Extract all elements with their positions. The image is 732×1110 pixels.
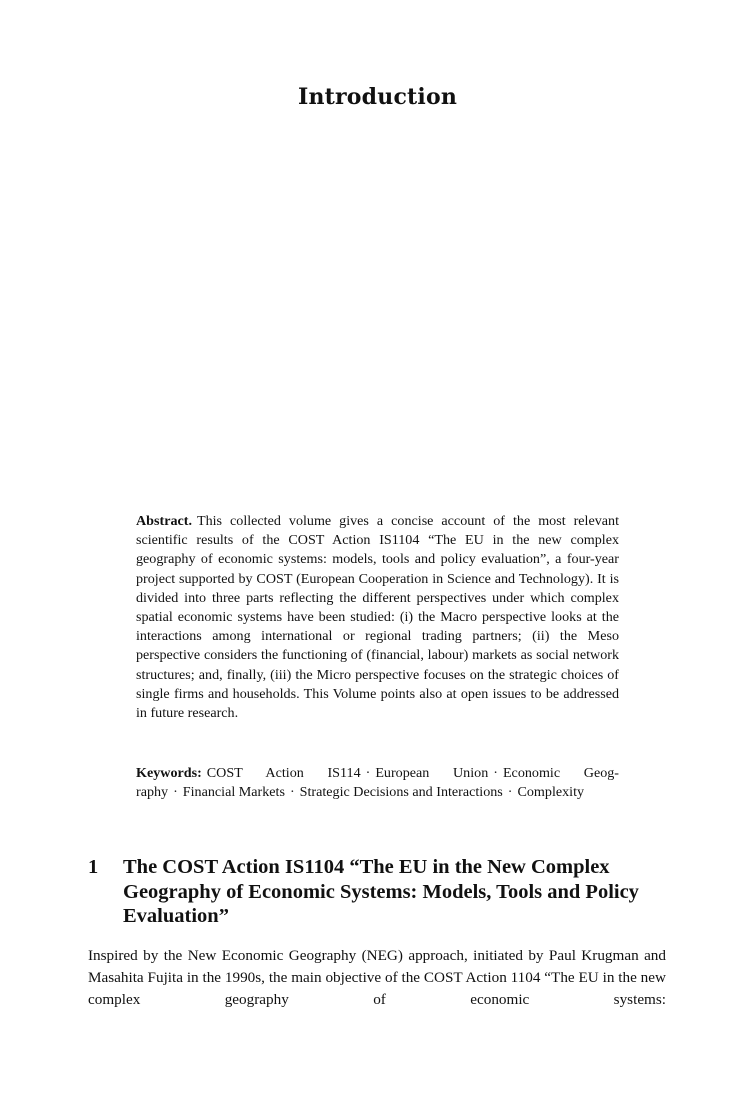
keywords [136, 764, 619, 802]
section-title: The COST Action IS1104 “The EU in the New Complex Geography of Economic Systems: Models, Tools and Policy Evaluation” [123, 856, 639, 927]
keyword-item: Economic Geography [136, 765, 619, 801]
section-heading [88, 855, 648, 929]
abstract-text: This collected volume gives a concise account of the most relevant scientific results of the COST Action IS1104 “The EU in the new complex geography of economic systems: models, tools and policy evaluation”, a four-year project supported by COST (European Cooperation in Science and Technology). It is divided into three parts reflecting the different perspectives under which complex spatial economic systems have been studied: (i) the Macro perspective looks at the interactions among international or regional trading partners; (ii) the Meso perspective considers the functioning of (financial, labour) markets as social network structures; and, finally, (iii) the Micro perspective focuses on the strategic choices of single firms and households. This Volume points also at open issues to be addressed in future research. [136, 513, 619, 722]
keyword-separator: · [493, 765, 498, 781]
keyword-item: European Union [375, 765, 489, 781]
keywords-label: Keywords: [136, 765, 202, 781]
keyword-separator: · [365, 765, 371, 781]
section-number: 1 [88, 856, 99, 878]
keyword-item: Strategic Decisions and Interactions [299, 784, 503, 801]
page-title: Introduction [297, 84, 458, 110]
keyword-item: Financial Markets [182, 784, 285, 801]
keyword-separator: · [173, 784, 178, 801]
abstract [136, 512, 619, 723]
keyword-item: Complexity [517, 784, 585, 801]
keyword-item: COST Action IS114 [206, 765, 361, 781]
body-paragraph: Inspired by the New Economic Geography (NEG) approach, initiated by Paul Krugman and Masahita Fujita in the 1990s, the main objective of the COST Action 1104 “The EU in the new complex geography of economic systems: [88, 947, 666, 1008]
abstract-label: Abstract. [136, 513, 192, 529]
keyword-separator: · [289, 784, 295, 801]
keyword-separator: · [507, 784, 513, 801]
